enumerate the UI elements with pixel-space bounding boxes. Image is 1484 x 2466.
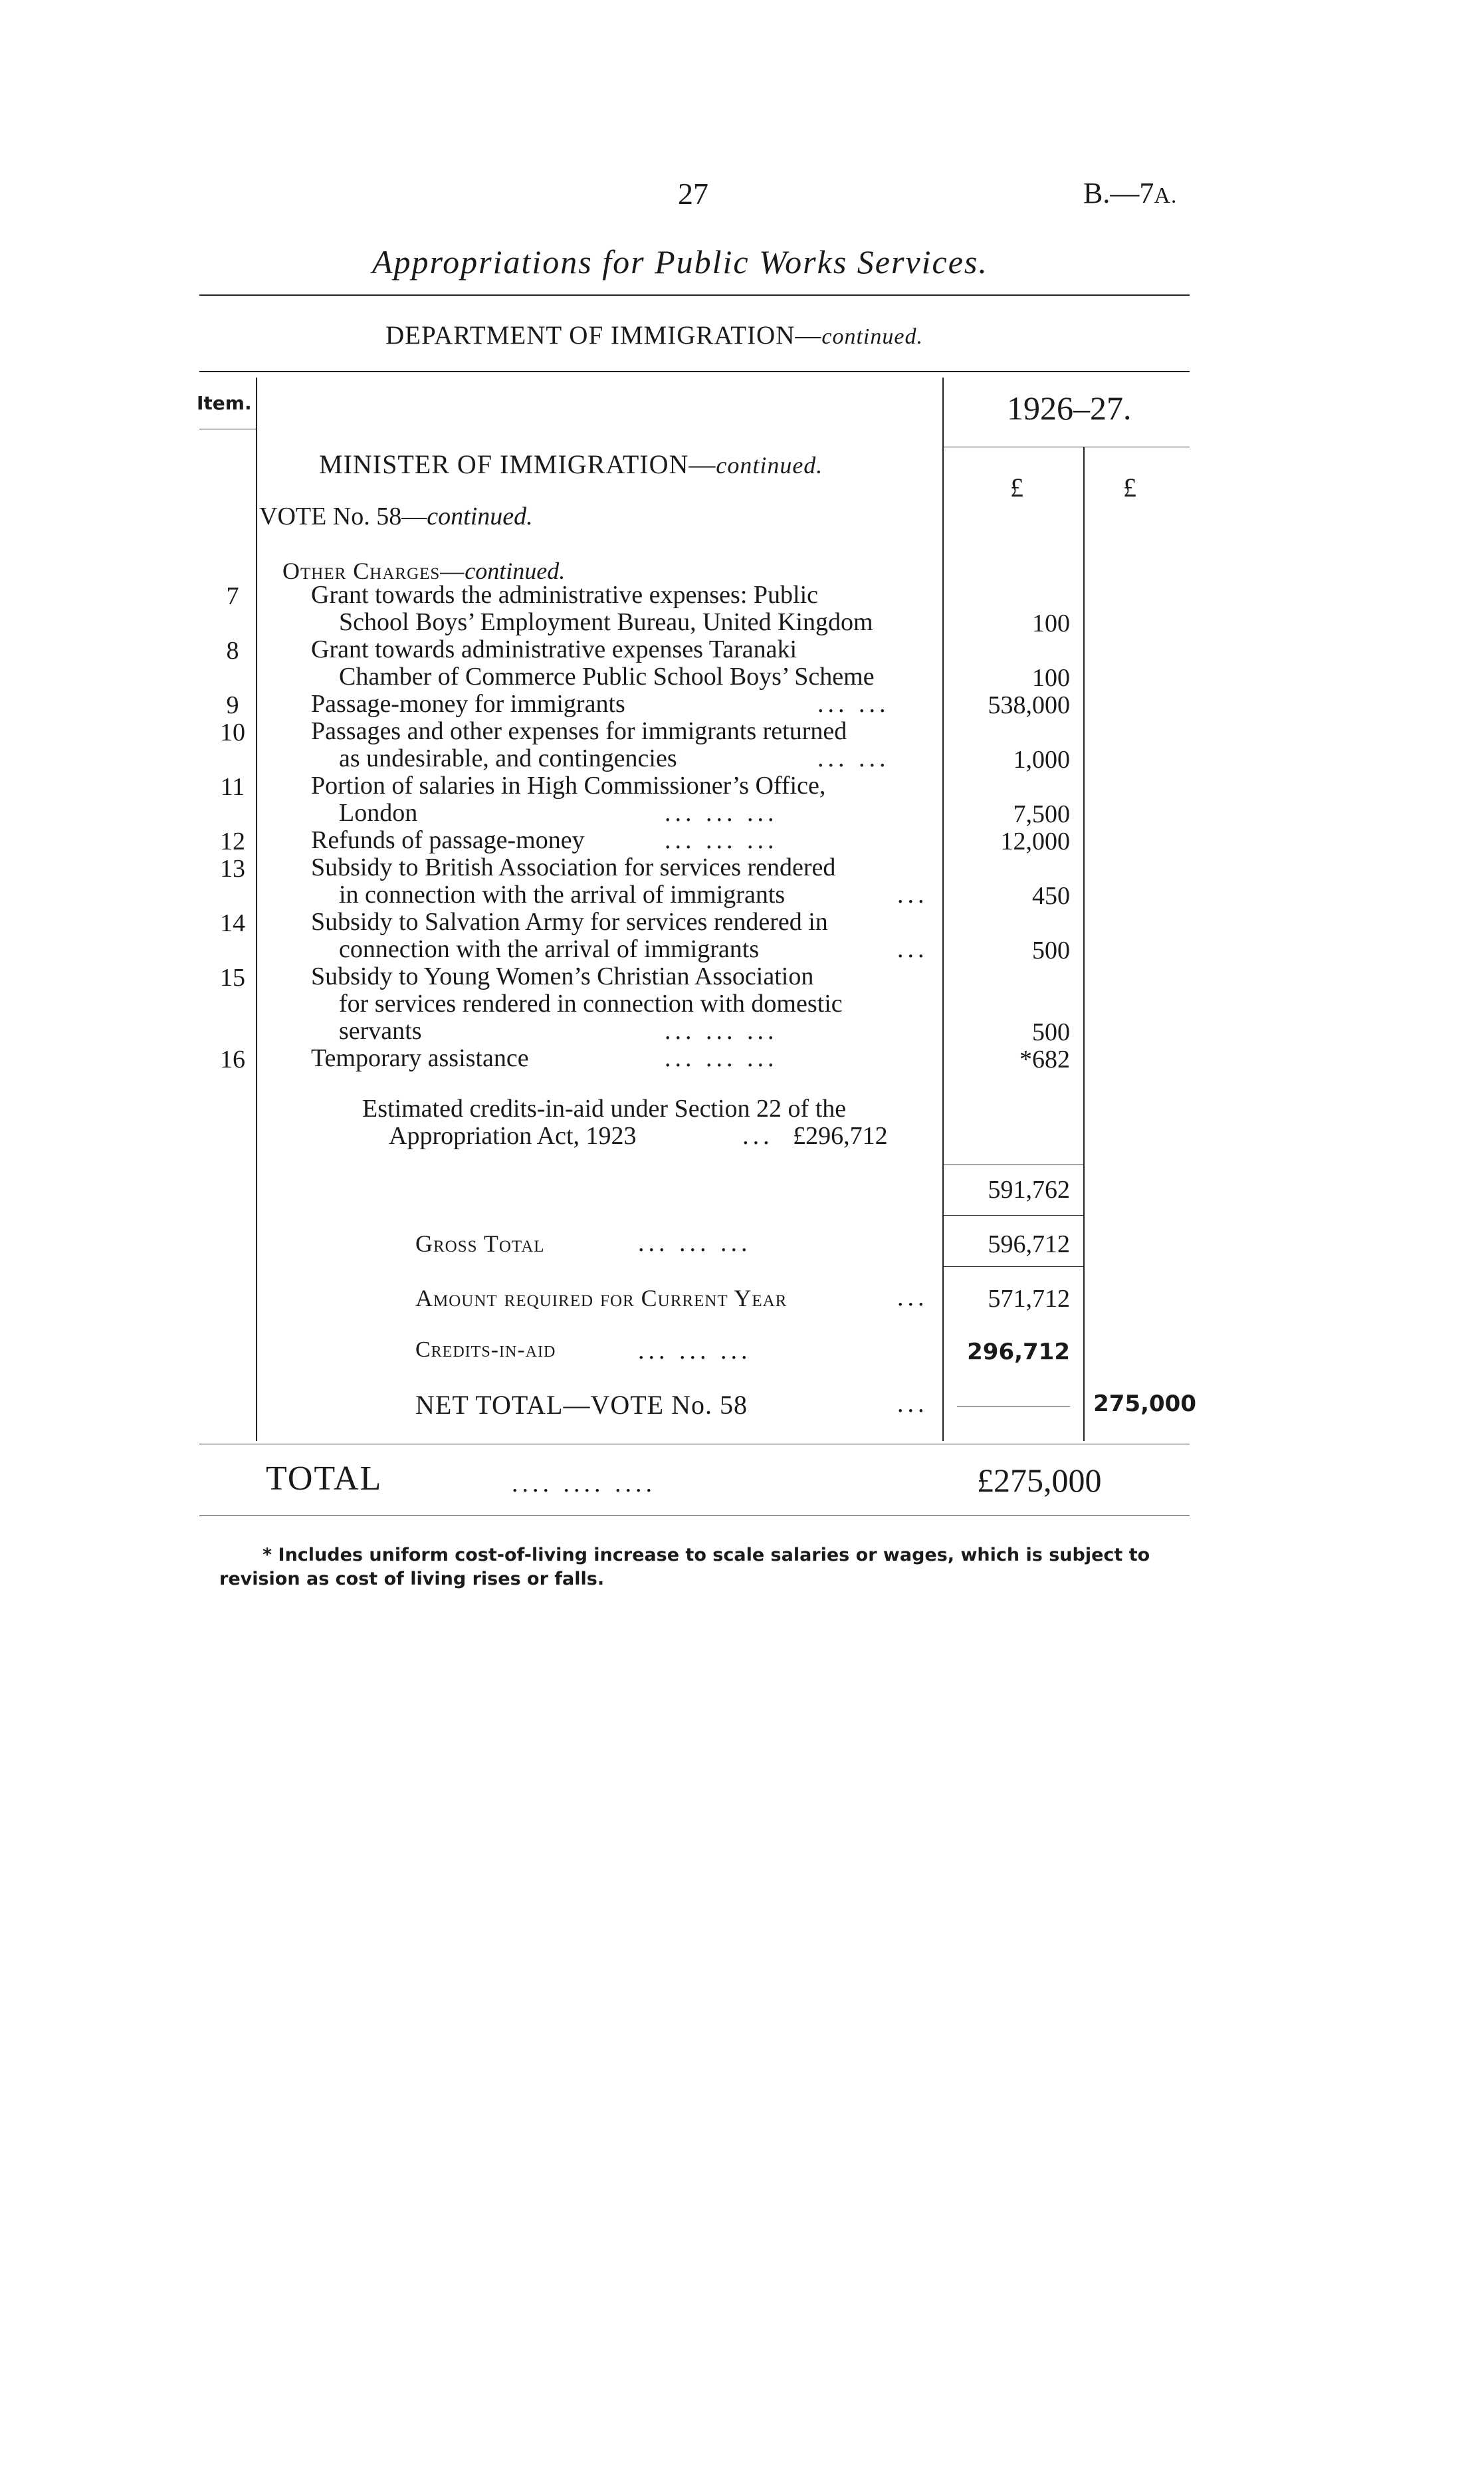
amount-column-rule-left (942, 378, 944, 1441)
leader-dots: ... (742, 1122, 774, 1150)
leader-dots: ... (897, 881, 928, 909)
net-total-label: NET TOTAL—VOTE No. 58 (415, 1390, 748, 1420)
item-amount: 1,000 (1013, 746, 1070, 774)
item-amount: 100 (1032, 664, 1070, 692)
reference-suffix: A. (1154, 183, 1178, 208)
department-name: DEPARTMENT OF IMMIGRATION— (385, 321, 822, 350)
minister-heading (319, 449, 823, 480)
item-amount: *682 (1019, 1046, 1070, 1073)
item-amount: 538,000 (988, 691, 1070, 719)
item-description (311, 718, 847, 772)
footnote (219, 1543, 1150, 1591)
department-continued: continued. (821, 324, 923, 349)
item-line: for services rendered in connection with domestic (339, 990, 843, 1018)
item-line: connection with the arrival of immigrants (339, 935, 760, 963)
leader-dots: ... ... ... (665, 1017, 778, 1045)
item-number: 12 (220, 828, 245, 855)
item-amount: 500 (1032, 937, 1070, 964)
page-title: Appropriations for Public Works Services. (372, 243, 988, 280)
item-number: 8 (226, 637, 239, 665)
amount-column-rule-mid (1083, 447, 1085, 1441)
section-label: Other Charges— (282, 558, 465, 584)
grand-total-rule (199, 1515, 1190, 1516)
item-number: 10 (220, 719, 245, 746)
item-number: 13 (220, 855, 245, 883)
leader-dots: ... (897, 1284, 928, 1311)
minister-name: MINISTER OF IMMIGRATION— (319, 449, 716, 479)
item-line: Passages and other expenses for immigrants returned (311, 717, 847, 745)
leader-dots: ... ... ... (665, 826, 778, 854)
credits-in-aid-label: Credits-in-aid (415, 1337, 556, 1362)
note-amount: £296,712 (793, 1122, 888, 1150)
item-line: servants (339, 1017, 422, 1045)
item-amount: 500 (1032, 1018, 1070, 1046)
credits-in-aid-note (362, 1095, 888, 1150)
item-line: Portion of salaries in High Commissioner’s Office, (311, 772, 826, 800)
item-number: 9 (226, 691, 239, 719)
footnote-line: revision as cost of living rises or falls. (219, 1569, 605, 1589)
subtotal-amount: 591,762 (988, 1176, 1070, 1204)
item-amount: 7,500 (1013, 800, 1070, 828)
item-column-rule (256, 378, 257, 1441)
item-line: Subsidy to British Association for services rendered (311, 853, 836, 881)
item-description (311, 909, 828, 963)
note-text: Appropriation Act, 1923 (389, 1122, 637, 1150)
title-rule (199, 294, 1190, 296)
reference-main: B.—7 (1083, 177, 1154, 209)
page-number: 27 (678, 177, 708, 211)
leader-dots: ... (897, 1390, 928, 1418)
item-description: Temporary assistance (311, 1044, 529, 1072)
item-number: 16 (220, 1046, 245, 1073)
item-description (311, 636, 875, 691)
vote-heading (259, 502, 533, 531)
subtotal-bottom-rule (944, 1215, 1083, 1216)
leader-dots: .... .... .... (512, 1470, 656, 1498)
item-description: Refunds of passage-money (311, 826, 585, 854)
leader-dots: ... ... ... (665, 1044, 778, 1072)
item-amount: 100 (1032, 610, 1070, 637)
department-heading (385, 320, 923, 350)
year-column-header: 1926–27. (1007, 390, 1132, 427)
leader-dots: ... ... (817, 744, 890, 772)
item-line: Subsidy to Young Women’s Christian Association (311, 962, 814, 990)
note-line (362, 1123, 888, 1150)
item-line: as undesirable, and contingencies (339, 744, 677, 772)
leader-dots: ... ... (817, 690, 890, 718)
item-number: 15 (220, 964, 245, 992)
item-amount: 450 (1032, 882, 1070, 910)
item-line: School Boys’ Employment Bureau, United Kingdom (339, 608, 873, 636)
item-description (311, 582, 873, 636)
item-column-header: Item. (197, 392, 252, 414)
grand-total-amount: £275,000 (977, 1462, 1102, 1499)
amount-required-label: Amount required for Current Year (415, 1285, 788, 1311)
gross-total-label: Gross Total (415, 1230, 545, 1257)
leader-dots: ... ... ... (638, 1229, 752, 1257)
amount-required-value: 571,712 (988, 1285, 1070, 1313)
item-description (311, 854, 835, 909)
credits-in-aid-amount: 296,712 (967, 1339, 1070, 1365)
document-reference (1083, 176, 1177, 210)
table-top-rule (199, 371, 1190, 372)
gross-total-rule (944, 1266, 1083, 1267)
gross-total-amount: 596,712 (988, 1230, 1070, 1258)
item-line: Subsidy to Salvation Army for services rendered in (311, 908, 828, 936)
minister-continued: continued. (716, 452, 823, 479)
note-line: Estimated credits-in-aid under Section 22 of the (362, 1095, 847, 1123)
item-line: Grant towards the administrative expenses: Public (311, 581, 818, 609)
leader-dots: ... ... ... (665, 799, 778, 827)
grand-total-label: TOTAL (266, 1460, 383, 1498)
item-line: Grant towards administrative expenses Taranaki (311, 635, 797, 663)
currency-symbol-col1: £ (1010, 473, 1023, 503)
net-total-amount: 275,000 (1093, 1391, 1196, 1417)
item-line: in connection with the arrival of immigrants (339, 881, 786, 909)
currency-symbol-col2: £ (1123, 473, 1136, 503)
item-description: Passage-money for immigrants (311, 690, 625, 718)
vote-label: VOTE No. 58— (259, 503, 427, 530)
item-line: London (339, 799, 418, 827)
item-line: Chamber of Commerce Public School Boys’ Scheme (339, 663, 875, 691)
item-number: 7 (226, 582, 239, 610)
section-continued: continued. (465, 558, 566, 584)
item-number: 14 (220, 909, 245, 937)
item-amount: 12,000 (1000, 828, 1070, 855)
leader-dots: ... ... ... (638, 1337, 752, 1365)
footnote-line: * Includes uniform cost-of-living increase to scale salaries or wages, which is subject to (263, 1545, 1150, 1565)
item-number: 11 (220, 773, 245, 801)
leader-dots: ... (897, 935, 928, 963)
vote-continued: continued. (427, 503, 533, 530)
